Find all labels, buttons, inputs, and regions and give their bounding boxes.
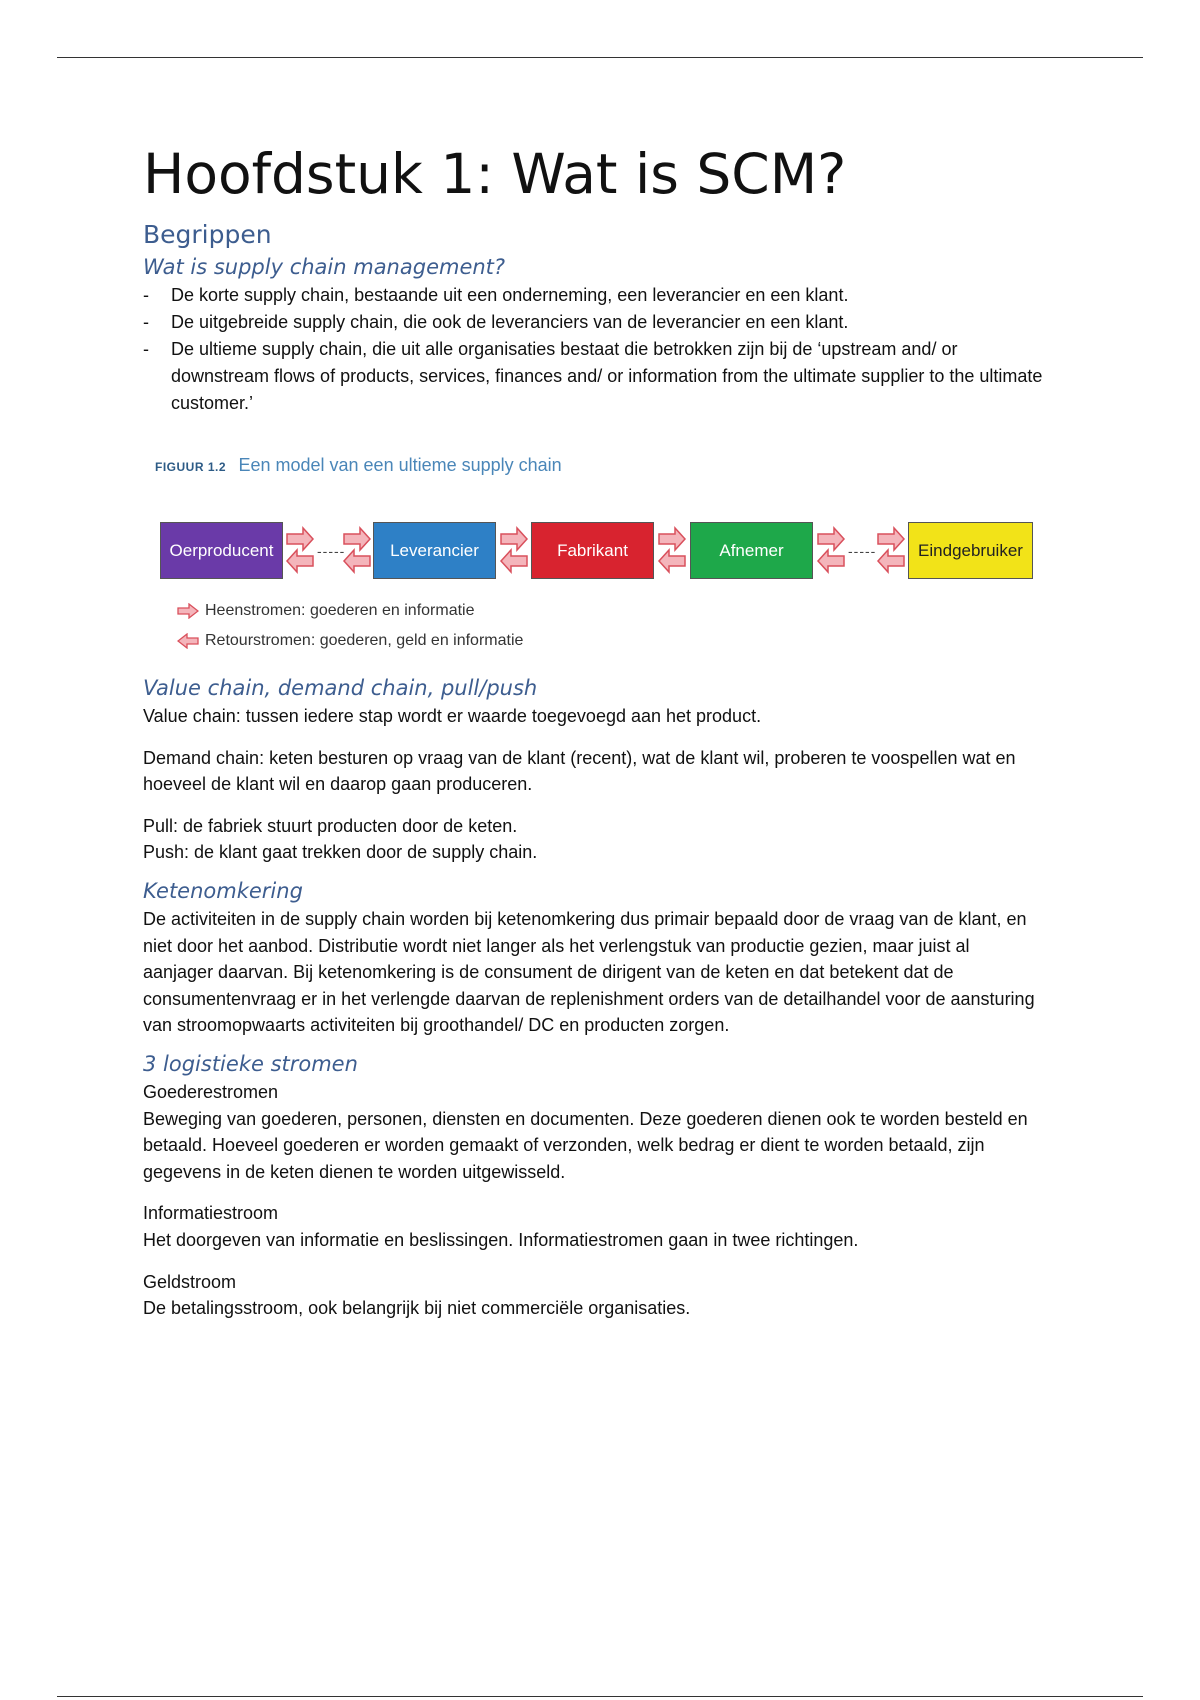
footer-rule <box>57 1696 1143 1697</box>
informatiestroom-label: Informatiestroom <box>143 1203 279 1224</box>
flow-arrows-icon <box>876 524 906 576</box>
paragraph <box>143 1200 1043 1253</box>
legend-forward-flows <box>177 602 475 620</box>
list-item: - De korte supply chain, bestaande uit een onderneming, een leverancier en een klant. <box>143 282 1043 309</box>
legend-label: Retourstromen: goederen, geld en informatie <box>205 632 524 649</box>
goederestromen-text: Beweging van goederen, personen, diensten en documenten. Deze goederen dienen ook te worden besteld en betaald. Hoeveel goederen er worden gemaakt of verzonden, welk bedrag er dient te worden betaald, zijn gegevens in de keten dienen te worden uitgewisseld. <box>143 1108 1028 1182</box>
flow-arrows-icon <box>657 524 687 576</box>
chain-box-oerproducent: Oerproducent <box>160 522 283 579</box>
pull-definition: Pull: de fabriek stuurt producten door de keten. <box>143 815 518 836</box>
subheading-what-is-scm: Wat is supply chain management? <box>143 255 506 279</box>
list-item: - De uitgebreide supply chain, die ook de leveranciers van de leverancier en een klant. <box>143 309 1043 336</box>
legend-return-flows <box>177 632 523 650</box>
goederestromen-label: Goederestromen <box>143 1081 279 1102</box>
paragraph: Value chain: tussen iedere stap wordt er waarde toegevoegd aan het product. <box>143 706 762 726</box>
geldstroom-label: Geldstroom <box>143 1271 237 1292</box>
figure-title: Een model van een ultieme supply chain <box>238 455 562 475</box>
geldstroom-text: De betalingsstroom, ook belangrijk bij niet commerciële organisaties. <box>143 1298 691 1319</box>
paragraph: De activiteiten in de supply chain worden bij ketenomkering dus primair bepaald door de vraag van de klant, en niet door het aanbod. Distributie wordt niet langer als het verlengstuk van productie gezien, maar juist al aanjager daarvan. Bij ketenomkering is de consument de dirigent van de keten en dat betekent dat de consumentenvraag er in het verlengde daarvan de replenishment orders van de detailhandel voor de aansturing van stroomopwaarts activiteiten bij groothandel/ DC en producten zorgen. <box>143 908 1035 1036</box>
chain-box-fabrikant: Fabrikant <box>531 522 654 579</box>
subheading-logistieke-stromen: 3 logistieke stromen <box>143 1051 358 1076</box>
chain-box-leverancier: Leverancier <box>373 522 496 579</box>
informatiestroom-text: Het doorgeven van informatie en beslissingen. Informatiestromen gaan in twee richtingen. <box>143 1229 859 1250</box>
paragraph <box>143 1079 1043 1185</box>
value-chain-body <box>143 703 1043 866</box>
figure-number: FIGUUR 1.2 <box>155 460 227 474</box>
list-item: - De ultieme supply chain, die uit alle organisaties bestaat die betrokken zijn bij de ‘upstream and/ or downstream flows of products, services, finances and/ or information from the ultimate supplier to the ultimate customer.’ <box>143 336 1043 417</box>
chapter-title: Hoofdstuk 1: Wat is SCM? <box>143 142 847 206</box>
chain-gap-dots: ----- <box>848 543 877 559</box>
chain-box-afnemer: Afnemer <box>690 522 813 579</box>
flow-arrows-icon <box>342 524 372 576</box>
document-page <box>143 138 1043 1322</box>
header-rule <box>57 57 1143 58</box>
paragraph: Demand chain: keten besturen op vraag van de klant (recent), wat de klant wil, proberen te voospellen wat en hoeveel de klant wil en daarop gaan produceren. <box>143 747 1016 795</box>
flow-arrows-icon <box>285 524 315 576</box>
section-heading-begrippen: Begrippen <box>143 220 272 249</box>
arrow-left-icon <box>177 633 199 649</box>
push-definition: Push: de klant gaat trekken door de supply chain. <box>143 842 538 863</box>
supply-chain-figure <box>143 443 1043 663</box>
subheading-ketenomkering: Ketenomkering <box>143 878 303 903</box>
logistieke-stromen-body <box>143 1079 1043 1322</box>
arrow-right-icon <box>177 603 199 619</box>
legend-label: Heenstromen: goederen en informatie <box>205 602 475 619</box>
flow-arrows-icon <box>816 524 846 576</box>
ketenomkering-body <box>143 906 1043 1039</box>
chain-box-eindgebruiker: Eindgebruiker <box>908 522 1033 579</box>
supply-chain-types-list <box>143 282 1043 417</box>
paragraph <box>143 1269 1043 1322</box>
paragraph <box>143 813 1043 866</box>
flow-arrows-icon <box>499 524 529 576</box>
subheading-value-chain: Value chain, demand chain, pull/push <box>143 676 538 700</box>
figure-caption <box>155 455 562 476</box>
chain-gap-dots: ----- <box>317 543 346 559</box>
